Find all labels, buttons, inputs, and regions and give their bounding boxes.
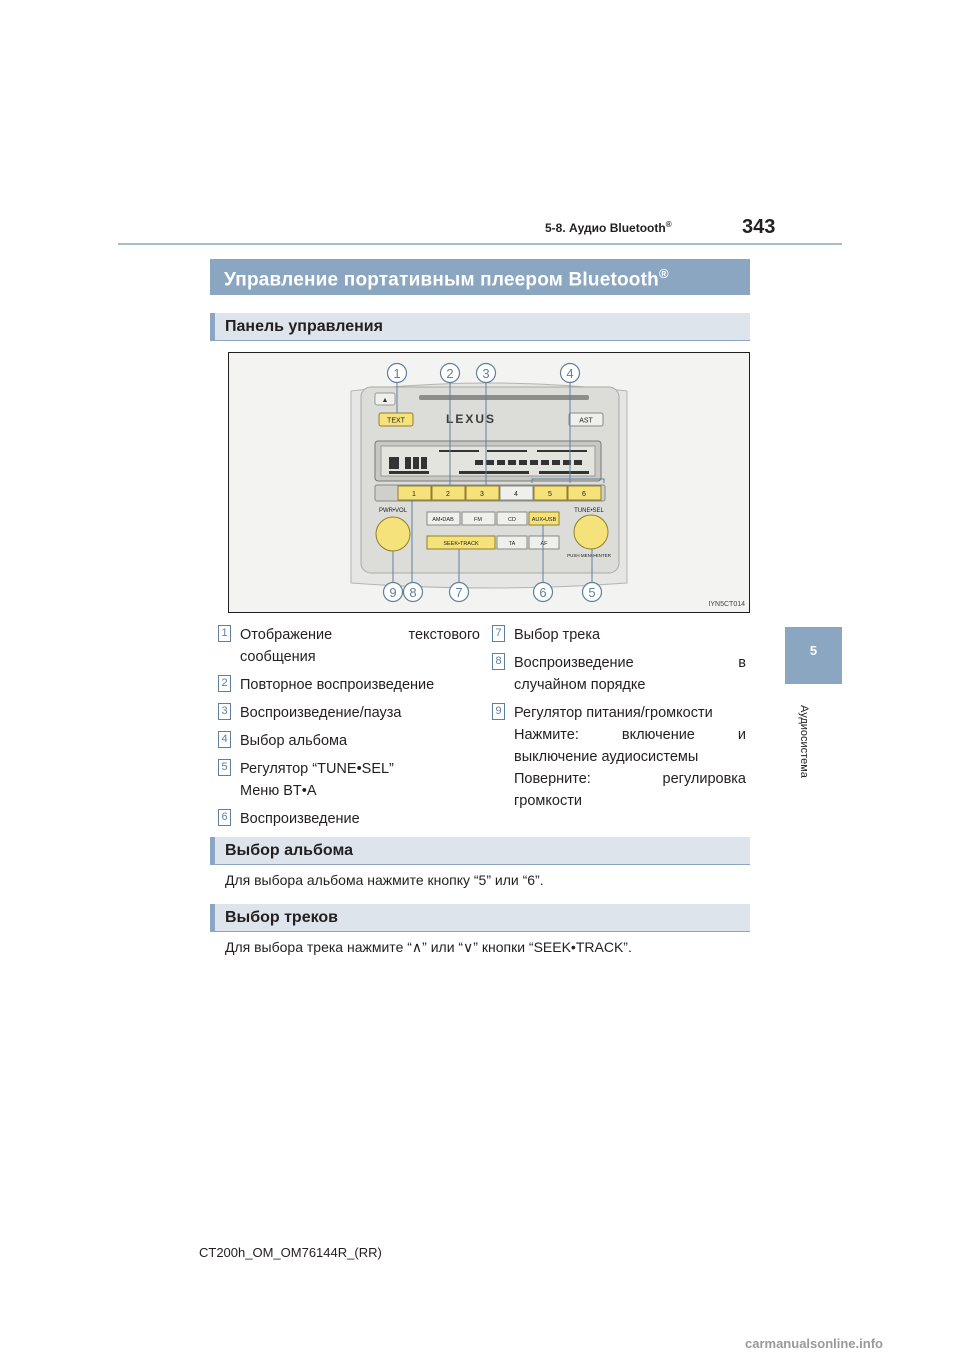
control-panel-figure — [228, 352, 750, 613]
callout-6: 6 — [539, 585, 547, 600]
tracks-instructions: Для выбора трека нажмите “∧” или “∨” кнопки “SEEK•TRACK”. — [225, 939, 632, 955]
am-dab-label: AM•DAB — [432, 517, 454, 523]
section-title: 5-8. Аудио Bluetooth® — [545, 220, 672, 235]
callout-1: 1 — [393, 366, 401, 381]
legend-number: 3 — [218, 703, 231, 720]
preset-3-label: 3 — [480, 491, 484, 498]
document-code: CT200h_OM_OM76144R_(RR) — [199, 1245, 382, 1260]
ast-button-label: AST — [579, 417, 593, 425]
callout-9: 9 — [389, 585, 397, 600]
chapter-number: 5 — [809, 643, 818, 658]
legend-number: 7 — [492, 625, 505, 642]
aux-usb-label: AUX•USB — [531, 517, 557, 523]
page-title: Управление портативным плеером Bluetooth® — [210, 259, 750, 295]
section-header-tracks: Выбор треков — [210, 904, 750, 932]
section-header-panel: Панель управления — [210, 313, 750, 341]
preset-4-label: 4 — [514, 491, 518, 498]
legend-number: 2 — [218, 675, 231, 692]
figure-code: IYN5CT014 — [708, 601, 745, 608]
fm-label: FM — [474, 517, 482, 523]
legend-number: 9 — [492, 703, 505, 720]
svg-text:▲: ▲ — [381, 397, 389, 404]
callout-8: 8 — [409, 585, 417, 600]
callout-4: 4 — [566, 366, 574, 381]
preset-5-label: 5 — [548, 491, 552, 498]
section-header-album: Выбор альбома — [210, 837, 750, 865]
chapter-label: Аудиосистема — [798, 705, 810, 778]
preset-2-label: 2 — [446, 491, 450, 498]
callout-5: 5 — [588, 585, 596, 600]
af-label: AF — [540, 541, 548, 547]
preset-6-label: 6 — [582, 491, 586, 498]
legend-number: 6 — [218, 809, 231, 826]
legend-number: 8 — [492, 653, 505, 670]
callout-7: 7 — [455, 585, 463, 600]
legend-number: 4 — [218, 731, 231, 748]
push-menu-label: PUSH MENU•ENTER — [567, 553, 611, 558]
header-rule — [118, 243, 842, 245]
control-panel-illustration — [229, 353, 749, 612]
pwr-vol-label: PWR•VOL — [378, 508, 408, 514]
callout-3: 3 — [482, 366, 490, 381]
album-instructions: Для выбора альбома нажмите кнопку “5” или “6”. — [225, 872, 544, 888]
watermark[interactable]: carmanualsonline.info — [745, 1336, 883, 1351]
tune-sel-label: TUNE•SEL — [574, 508, 604, 514]
cd-label: CD — [508, 517, 516, 523]
ta-label: TA — [508, 541, 516, 547]
preset-1-label: 1 — [412, 491, 416, 498]
text-button-label: TEXT — [387, 417, 405, 425]
page-number: 343 — [742, 216, 776, 238]
legend-number: 1 — [218, 625, 231, 642]
brand-logo-text: LEXUS — [445, 412, 497, 426]
callout-2: 2 — [446, 366, 454, 381]
seek-track-label: SEEK•TRACK — [443, 541, 479, 547]
legend-number: 5 — [218, 759, 231, 776]
